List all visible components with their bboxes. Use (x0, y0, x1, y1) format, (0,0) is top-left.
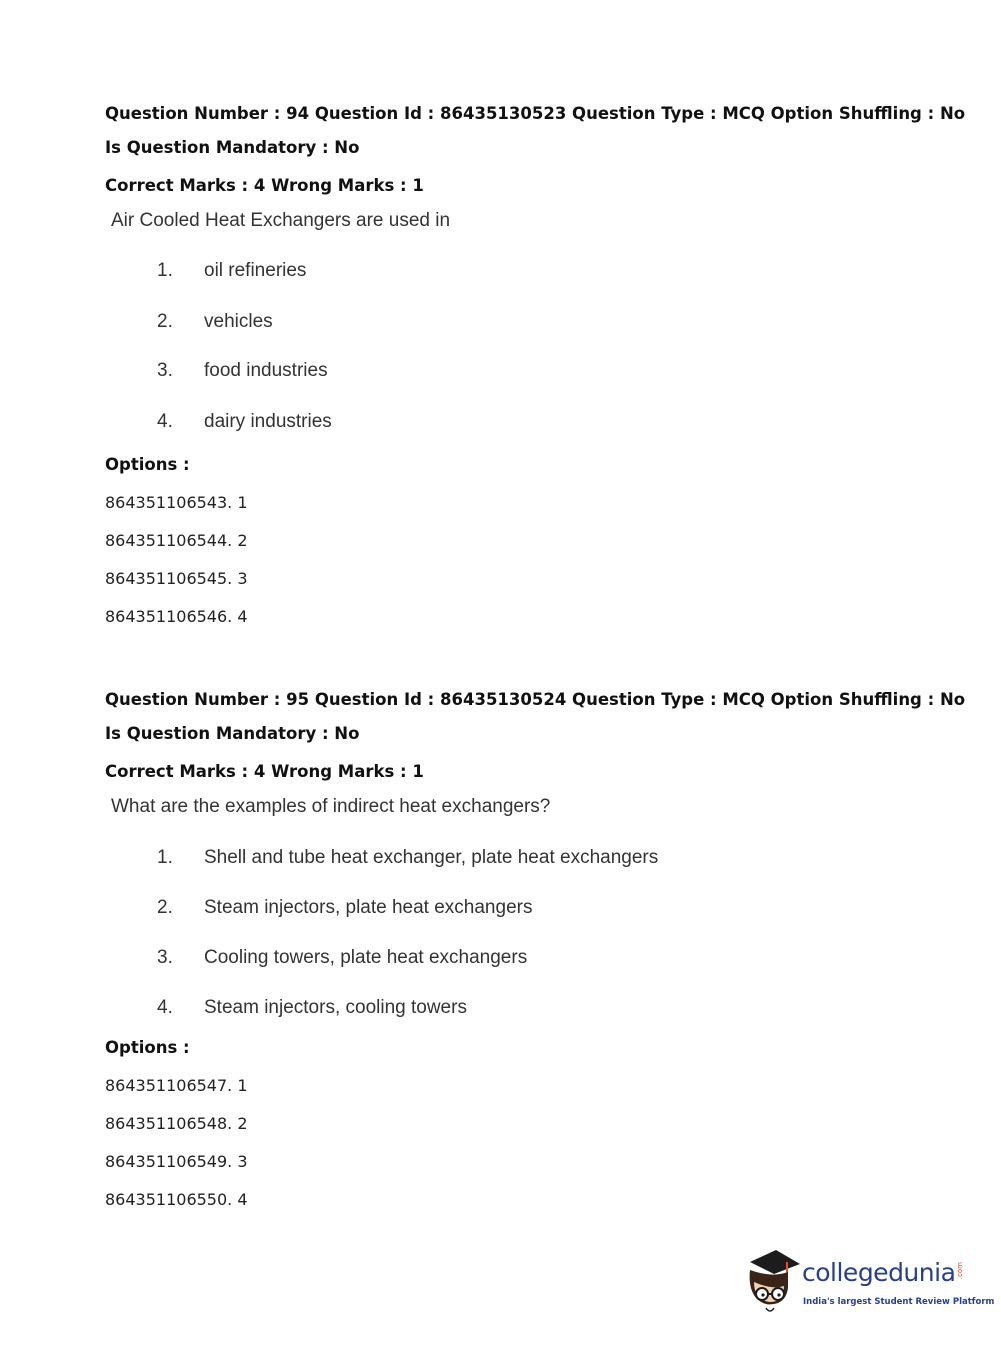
choice-text: Shell and tube heat exchanger, plate heat exchangers (204, 847, 659, 868)
choice-number: 1. (157, 847, 173, 868)
option-id-line: 864351106546. 4 (105, 607, 248, 626)
choice-number: 3. (157, 947, 173, 968)
choice-number: 2. (157, 897, 173, 918)
choice-number: 3. (157, 360, 173, 381)
collegedunia-logo[interactable] (742, 1248, 995, 1320)
question-mandatory-line: Is Question Mandatory : No (105, 138, 360, 157)
option-id-line: 864351106543. 1 (105, 493, 248, 512)
option-id-line: 864351106549. 3 (105, 1152, 248, 1171)
question-marks-line: Correct Marks : 4 Wrong Marks : 1 (105, 176, 424, 195)
choice-item (157, 360, 328, 382)
choice-item (157, 897, 532, 919)
option-id-line: 864351106545. 3 (105, 569, 248, 588)
choice-item (157, 411, 332, 433)
choice-text: Steam injectors, cooling towers (204, 997, 467, 1018)
question-meta-line: Question Number : 95 Question Id : 86435130524 Question Type : MCQ Option Shuffling : No (105, 690, 966, 709)
question-marks-line: Correct Marks : 4 Wrong Marks : 1 (105, 762, 424, 781)
option-id-line: 864351106550. 4 (105, 1190, 248, 1209)
choice-item (157, 947, 527, 969)
options-label: Options : (105, 1038, 190, 1057)
choice-number: 1. (157, 260, 173, 281)
choice-text: oil refineries (204, 260, 307, 281)
choice-item (157, 260, 306, 282)
choice-text: Steam injectors, plate heat exchangers (204, 897, 533, 918)
choice-number: 2. (157, 311, 173, 332)
choice-text: Cooling towers, plate heat exchangers (204, 947, 528, 968)
choice-text: vehicles (204, 311, 273, 332)
question-meta-line: Question Number : 94 Question Id : 86435130523 Question Type : MCQ Option Shuffling : No (105, 104, 966, 123)
choice-item (157, 847, 658, 869)
question-text: What are the examples of indirect heat exchangers? (111, 796, 551, 817)
option-id-line: 864351106548. 2 (105, 1114, 248, 1133)
option-id-line: 864351106547. 1 (105, 1076, 248, 1095)
choice-item (157, 997, 467, 1019)
choice-item (157, 311, 273, 333)
mascot-icon (742, 1248, 802, 1320)
question-mandatory-line: Is Question Mandatory : No (105, 724, 360, 743)
options-label: Options : (105, 455, 190, 474)
choice-text: dairy industries (204, 411, 332, 432)
choice-number: 4. (157, 411, 173, 432)
question-text: Air Cooled Heat Exchangers are used in (111, 210, 451, 231)
option-id-line: 864351106544. 2 (105, 531, 248, 550)
logo-domain-suffix: .com (956, 1262, 964, 1280)
choice-text: food industries (204, 360, 328, 381)
choice-number: 4. (157, 997, 173, 1018)
logo-wordmark: collegedunia (802, 1258, 956, 1287)
logo-tagline: India's largest Student Review Platform (803, 1297, 995, 1307)
